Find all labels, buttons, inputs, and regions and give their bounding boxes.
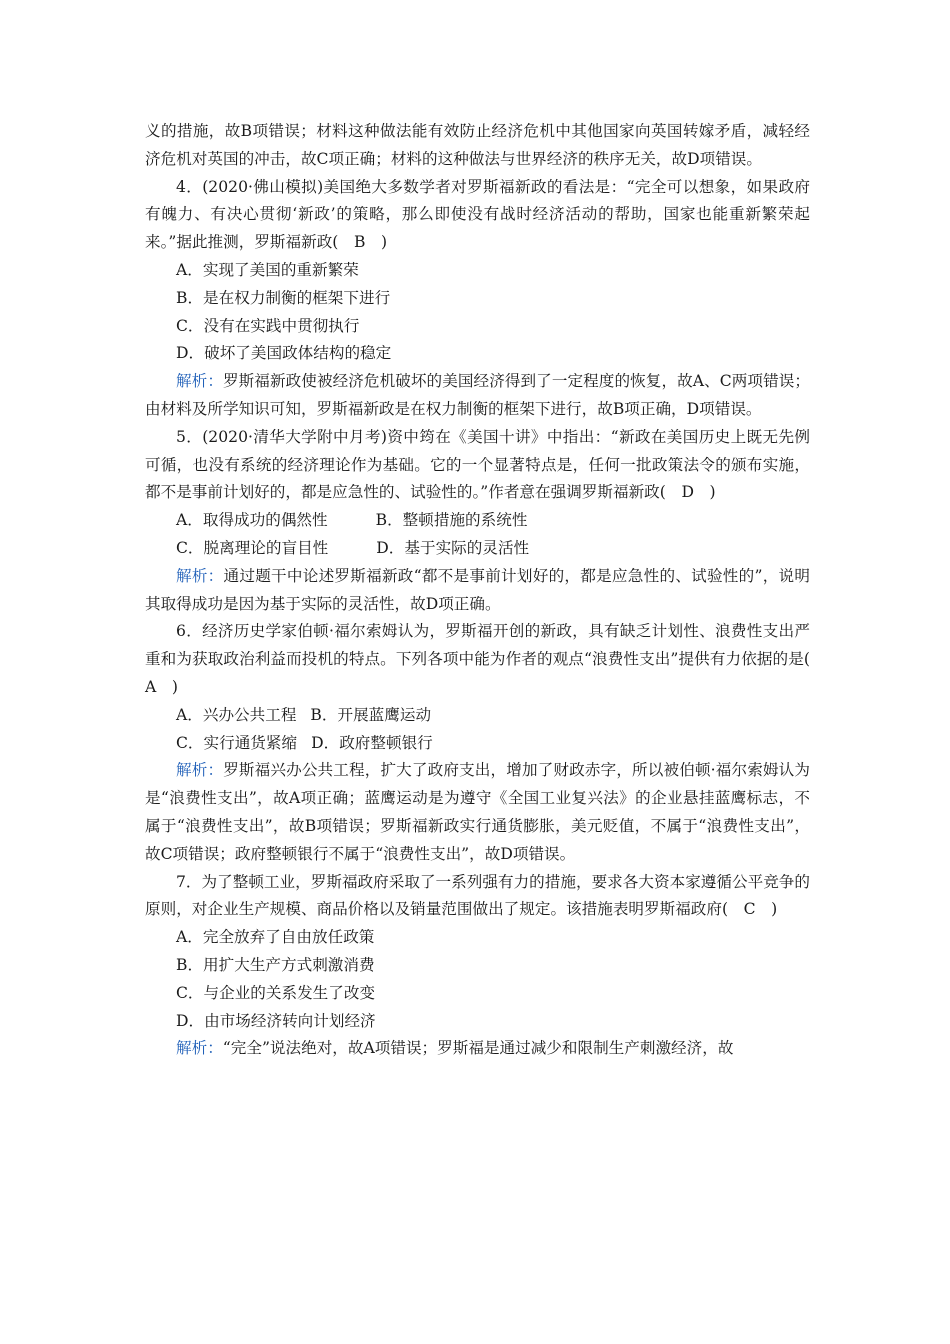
q7-stem: 7．为了整顿工业，罗斯福政府采取了一系列强有力的措施，要求各大资本家遵循公平竞争的原则，对企业生产规模、商品价格以及销量范围做出了规定。该措施表明罗斯福政府( C ) xyxy=(145,872,810,919)
q6-options-row-2 xyxy=(145,730,810,758)
q7-option-a: A．完全放弃了自由放任政策 xyxy=(176,928,375,947)
q6-options-row-1 xyxy=(145,702,810,730)
q7-option-d: D．由市场经济转向计划经济 xyxy=(176,1011,376,1030)
q5-option-a: A．取得成功的偶然性 xyxy=(176,511,328,530)
q6-analysis-text: 罗斯福兴办公共工程，扩大了政府支出，增加了财政赤字，所以被伯顿·福尔索姆认为是“浪费性支出”，故A项正确；蓝鹰运动是为遵守《全国工业复兴法》的企业悬挂蓝鹰标志，不属于“浪费性支出”，故B项错误；罗斯福新政实行通货膨胀，美元贬值，不属于“浪费性支出”，故C项错误；政府整顿银行不属于“浪费性支出”，故D项错误。 xyxy=(145,761,810,863)
analysis-label: 解析： xyxy=(176,1039,223,1058)
q5-options-row-1 xyxy=(145,507,810,535)
q5-analysis-text: 通过题干中论述罗斯福新政“都不是事前计划好的，都是应急性的、试验性的”，说明其取得成功是因为基于实际的灵活性，故D项正确。 xyxy=(145,566,810,613)
q4-option-b: B．是在权力制衡的框架下进行 xyxy=(176,288,391,307)
q6-option-a: A．兴办公共工程 xyxy=(176,705,297,724)
q7-analysis-text: “完全”说法绝对，故A项错误；罗斯福是通过减少和限制生产刺激经济，故 xyxy=(222,1039,734,1058)
q4-option-d: D．破坏了美国政体结构的稳定 xyxy=(176,344,392,363)
q7-option-b: B．用扩大生产方式刺激消费 xyxy=(176,955,375,974)
q4-analysis xyxy=(145,368,810,424)
q6-option-b: B．开展蓝鹰运动 xyxy=(310,705,432,724)
q4-option-c: C．没有在实践中贯彻执行 xyxy=(176,316,360,335)
q6-option-c: C．实行通货紧缩 xyxy=(176,733,298,752)
q5-option-c: C．脱离理论的盲目性 xyxy=(176,538,329,557)
q5-option-b: B．整顿措施的系统性 xyxy=(375,511,528,530)
q5-options-row-2 xyxy=(145,535,810,563)
q3-analysis-continuation: 义的措施，故B项错误；材料这种做法能有效防止经济危机中其他国家向英国转嫁矛盾，减轻经济危机对英国的冲击，故C项正确；材料的这种做法与世界经济的秩序无关，故D项错误。 xyxy=(145,122,810,168)
q6-analysis xyxy=(145,757,810,868)
q4-option-a: A．实现了美国的重新繁荣 xyxy=(176,260,359,279)
q4-analysis-text: 罗斯福新政使被经济危机破坏的美国经济得到了一定程度的恢复，故A、C两项错误；由材料及所学知识可知，罗斯福新政是在权力制衡的框架下进行，故B项正确，D项错误。 xyxy=(145,372,810,418)
q5-option-d: D．基于实际的灵活性 xyxy=(376,538,530,557)
q7-option-c: C．与企业的关系发生了改变 xyxy=(176,983,376,1002)
q6-option-d: D．政府整顿银行 xyxy=(311,733,433,752)
analysis-label: 解析： xyxy=(176,372,223,391)
analysis-label: 解析： xyxy=(176,761,224,780)
q6-stem: 6．经济历史学家伯顿·福尔索姆认为，罗斯福开创的新政，具有缺乏计划性、浪费性支出严重和为获取政治利益而投机的特点。下列各项中能为作者的观点“浪费性支出”提供有力依据的是( A ) xyxy=(145,622,826,696)
q5-analysis xyxy=(145,563,810,619)
q4-stem: 4．(2020·佛山模拟)美国绝大多数学者对罗斯福新政的看法是：“完全可以想象，如果政府有魄力、有决心贯彻‘新政’的策略，那么即使没有战时经济活动的帮助，国家也能重新繁荣起来。”据此推测，罗斯福新政( B ) xyxy=(145,177,810,252)
document-page xyxy=(145,118,826,1063)
analysis-label: 解析： xyxy=(176,566,224,585)
q7-analysis xyxy=(145,1035,810,1063)
q5-stem: 5．(2020·清华大学附中月考)资中筠在《美国十讲》中指出：“新政在美国历史上既无先例可循，也没有系统的经济理论作为基础。它的一个显著特点是，任何一批政策法令的颁布实施，都不是事前计划好的，都是应急性的、试验性的。”作者意在强调罗斯福新政( D ) xyxy=(145,427,810,502)
